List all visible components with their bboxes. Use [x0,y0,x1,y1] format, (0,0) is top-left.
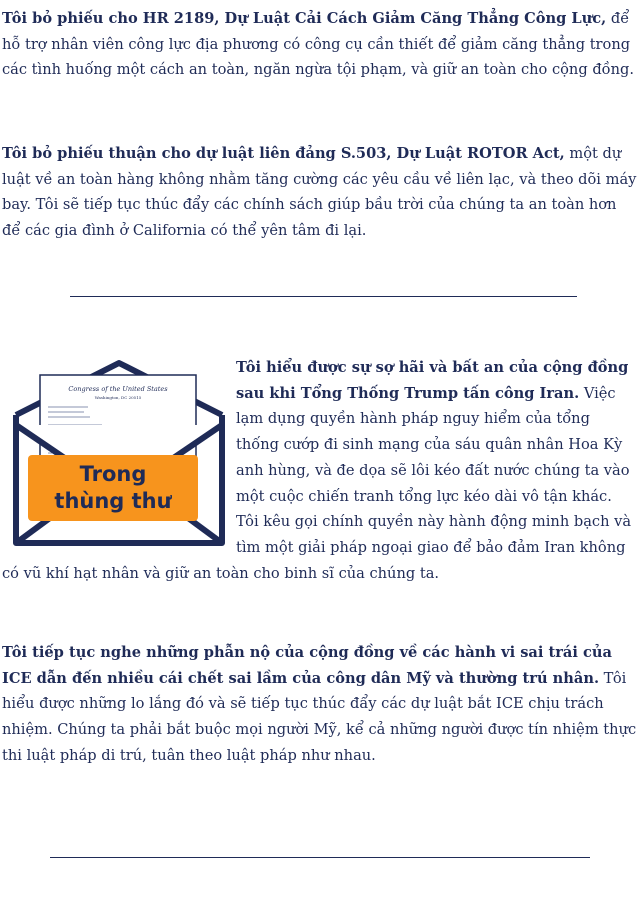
paragraph-iran [2,355,632,586]
section-divider [70,296,577,297]
paragraph-ice-lead: Tôi tiếp tục nghe những phẫn nộ của cộng đồng về các hành vi sai trái của ICE dẫn đến nhiều cái chết sai lầm của công dân Mỹ và thường trú nhân. [2,644,612,687]
inbox-badge-line1: Trong [79,462,147,486]
paragraph-rotor-act [2,141,638,244]
envelope-illustration [2,355,234,555]
paragraph-hr2189-body: để hỗ trợ nhân viên công lực địa phương có công cụ cần thiết để giảm căng thẳng trong các tình huống một cách an toàn, ngăn ngừa tội phạm, và giữ an toàn cho cộng đồng. [2,10,634,79]
paragraph-iran-lead: Tôi hiểu được sự sợ hãi và bất an của cộng đồng sau khi Tổng Thống Trump tấn công Iran. [236,359,629,402]
letter-header: Congress of the United States [68,385,168,393]
paragraph-ice [2,640,638,769]
paragraph-ice-body: Tôi hiểu được những lo lắng đó và sẽ tiếp tục thúc đẩy các dự luật bắt ICE chịu trách nhiệm. Chúng ta phải bắt buộc mọi người Mỹ, kể cả những người được tín nhiệm thực thi luật pháp di trú, tuân theo luật pháp như nhau. [2,669,637,764]
inbox-badge [28,455,198,521]
paragraph-hr2189-lead: Tôi bỏ phiếu cho HR 2189, Dự Luật Cải Cách Giảm Căng Thẳng Công Lực, [2,10,607,27]
paragraph-iran-body: Việc lạm dụng quyền hành pháp nguy hiểm của tổng thống cướp đi sinh mạng của sáu quân nhân Hoa Kỳ anh hùng, và đe dọa sẽ lôi kéo đất nước chúng ta vào một cuộc chiến tranh tổng lực kéo dài vô tận khác. Tôi kêu gọi chính quyền này hành động minh bạch và tìm một giải pháp ngoại giao để bảo đảm Iran không có vũ khí hạt nhân và giữ an toàn cho binh sĩ của chúng ta. [2,384,632,582]
paragraph-rotor-act-body: một dự luật về an toàn hàng không nhằm tăng cường các yêu cầu về liên lạc, và theo dõi máy bay. Tôi sẽ tiếp tục thúc đẩy các chính sách giúp bầu trời của chúng ta an toàn hơn để các gia đình ở California có thể yên tâm đi lại. [2,145,637,240]
section-divider-bottom [50,857,590,858]
paragraph-rotor-act-lead: Tôi bỏ phiếu thuận cho dự luật liên đảng S.503, Dự Luật ROTOR Act, [2,145,565,162]
paragraph-hr2189 [2,6,638,83]
inbox-badge-line2: thùng thư [54,489,172,513]
letter-subheader: Washington, DC 20515 [94,395,142,400]
